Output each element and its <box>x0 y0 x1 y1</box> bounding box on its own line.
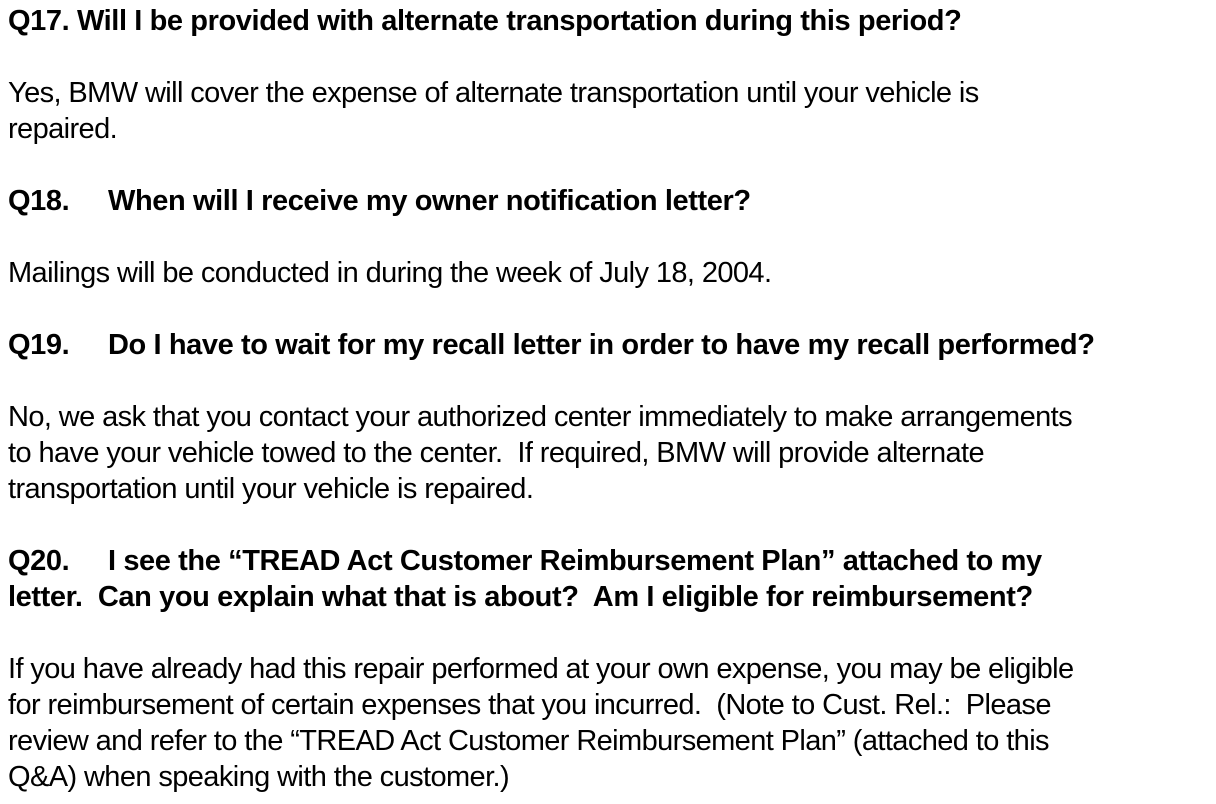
answer-q18: Mailings will be conducted in during the week of July 18, 2004. <box>8 257 772 289</box>
question-number: Q20. <box>8 545 70 577</box>
qa-block-q17 <box>8 3 1212 147</box>
document-page <box>8 3 1212 795</box>
qa-block-q19 <box>8 327 1212 507</box>
answer-q17: Yes, BMW will cover the expense of alternate transportation until your vehicle is repaired. <box>8 77 979 145</box>
question-number: Q17. <box>8 5 70 37</box>
question-q20 <box>8 543 1212 615</box>
question-number: Q19. <box>8 329 70 361</box>
question-q18 <box>8 183 1212 219</box>
answer-q20: If you have already had this repair performed at your own expense, you may be eligible for reimbursement of certain expenses that you incurred. (Note to Cust. Rel.: Please review and refer to the “TREAD Act Customer Reimbursement Plan” (attached to this Q&A) when speaking with the customer.) <box>8 653 1074 793</box>
qa-block-q18 <box>8 183 1212 291</box>
question-text: I see the “TREAD Act Customer Reimbursement Plan” attached to my letter. Can you explain what that is about? Am I eligible for reimbursement? <box>8 545 1042 613</box>
question-text: When will I receive my owner notification letter? <box>108 185 751 217</box>
question-q17 <box>8 3 1212 39</box>
question-q19 <box>8 327 1212 363</box>
question-number: Q18. <box>8 185 70 217</box>
answer-q19: No, we ask that you contact your authorized center immediately to make arrangements to have your vehicle towed to the center. If required, BMW will provide alternate transportation until your vehicle is repaired. <box>8 401 1073 505</box>
qa-block-q20 <box>8 543 1212 795</box>
question-text: Will I be provided with alternate transportation during this period? <box>69 5 962 37</box>
question-text: Do I have to wait for my recall letter in order to have my recall performed? <box>108 329 1095 361</box>
